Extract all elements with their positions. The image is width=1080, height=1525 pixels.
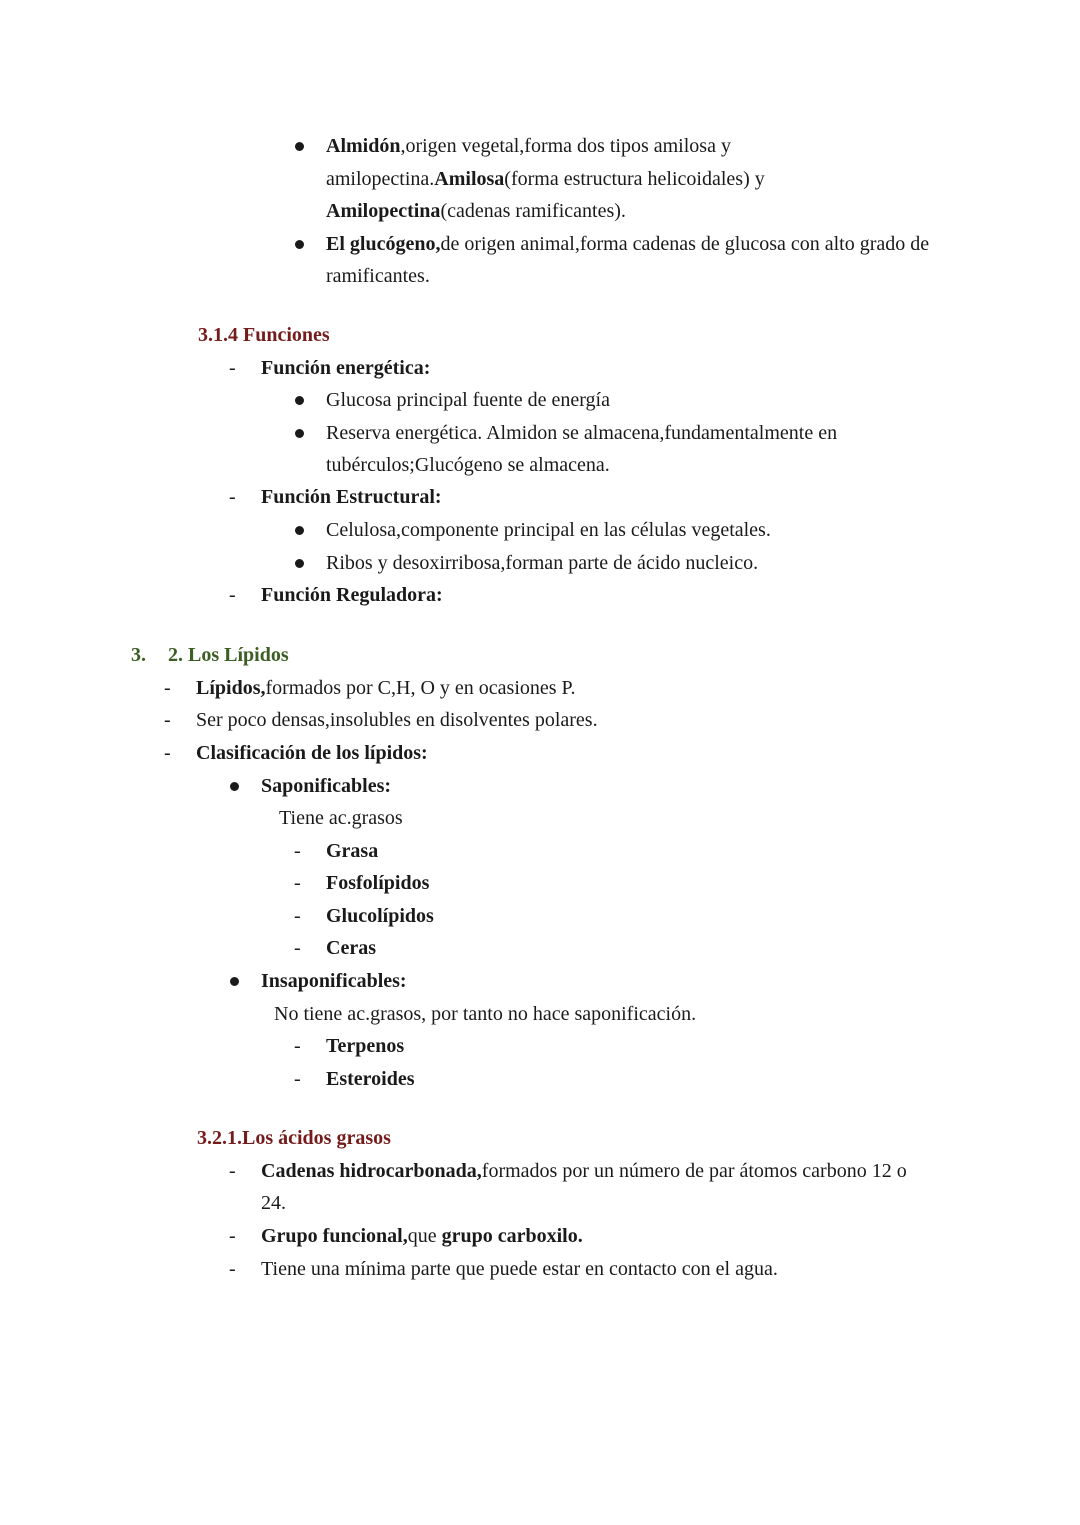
list-item-cont: tubérculos;Glucógeno se almacena. [326, 454, 610, 476]
list-item: El glucógeno,de origen animal,forma cadenas de glucosa con alto grado de [326, 233, 930, 255]
list-item: Celulosa,componente principal en las células vegetales. [326, 519, 771, 541]
list-item: Esteroides [326, 1068, 415, 1090]
section-number: 3. [131, 644, 146, 666]
dash-icon: - [294, 1068, 301, 1090]
dash-icon: - [294, 1035, 301, 1057]
list-item: Glucolípidos [326, 905, 434, 927]
dash-icon: - [229, 1160, 236, 1182]
list-item: Ceras [326, 937, 376, 959]
list-item: Función energética: [261, 357, 431, 379]
list-item: Saponificables: [261, 775, 392, 797]
dash-icon: - [294, 905, 301, 927]
list-item: Grupo funcional,que grupo carboxilo. [261, 1225, 583, 1247]
dash-icon: - [229, 1225, 236, 1247]
bullet-icon [295, 142, 304, 151]
list-item-cont: 24. [261, 1192, 286, 1214]
list-item: Glucosa principal fuente de energía [326, 389, 610, 411]
bullet-icon [295, 559, 304, 568]
list-item: Insaponificables: [261, 970, 407, 992]
list-item-cont: ramificantes. [326, 265, 430, 287]
dash-icon: - [294, 840, 301, 862]
bullet-icon [295, 429, 304, 438]
dash-icon: - [294, 872, 301, 894]
list-item: Grasa [326, 840, 379, 862]
bullet-icon [295, 396, 304, 405]
list-item-cont: Amilopectina(cadenas ramificantes). [326, 200, 626, 222]
dash-icon: - [294, 937, 301, 959]
list-item: Clasificación de los lípidos: [196, 742, 428, 764]
list-item: Ser poco densas,insolubles en disolventes polares. [196, 709, 598, 731]
bullet-icon [295, 526, 304, 535]
dash-icon: - [229, 584, 236, 606]
list-item: Tiene una mínima parte que puede estar en contacto con el agua. [261, 1258, 778, 1280]
list-item: Reserva energética. Almidon se almacena,fundamentalmente en [326, 422, 838, 444]
description: No tiene ac.grasos, por tanto no hace saponificación. [274, 1003, 697, 1025]
section-heading: 3.1.4 Funciones [198, 324, 330, 346]
dash-icon: - [164, 677, 171, 699]
list-item-cont: amilopectina.Amilosa(forma estructura helicoidales) y [326, 168, 765, 190]
dash-icon: - [229, 486, 236, 508]
dash-icon: - [229, 1258, 236, 1280]
list-item: Función Reguladora: [261, 584, 443, 606]
list-item: Almidón,origen vegetal,forma dos tipos amilosa y [326, 135, 731, 157]
dash-icon: - [164, 709, 171, 731]
bullet-icon [230, 782, 239, 791]
section-heading: 2. Los Lípidos [168, 644, 289, 666]
dash-icon: - [164, 742, 171, 764]
list-item: Ribos y desoxirribosa,forman parte de ácido nucleico. [326, 552, 759, 574]
bullet-icon [230, 977, 239, 986]
list-item: Fosfolípidos [326, 872, 430, 894]
dash-icon: - [229, 357, 236, 379]
list-item: Cadenas hidrocarbonada,formados por un número de par átomos carbono 12 o [261, 1160, 907, 1182]
section-heading: 3.2.1.Los ácidos grasos [197, 1127, 391, 1149]
list-item: Función Estructural: [261, 486, 442, 508]
bullet-icon [295, 240, 304, 249]
list-item: Terpenos [326, 1035, 405, 1057]
list-item: Lípidos,formados por C,H, O y en ocasiones P. [196, 677, 576, 699]
description: Tiene ac.grasos [279, 807, 403, 829]
